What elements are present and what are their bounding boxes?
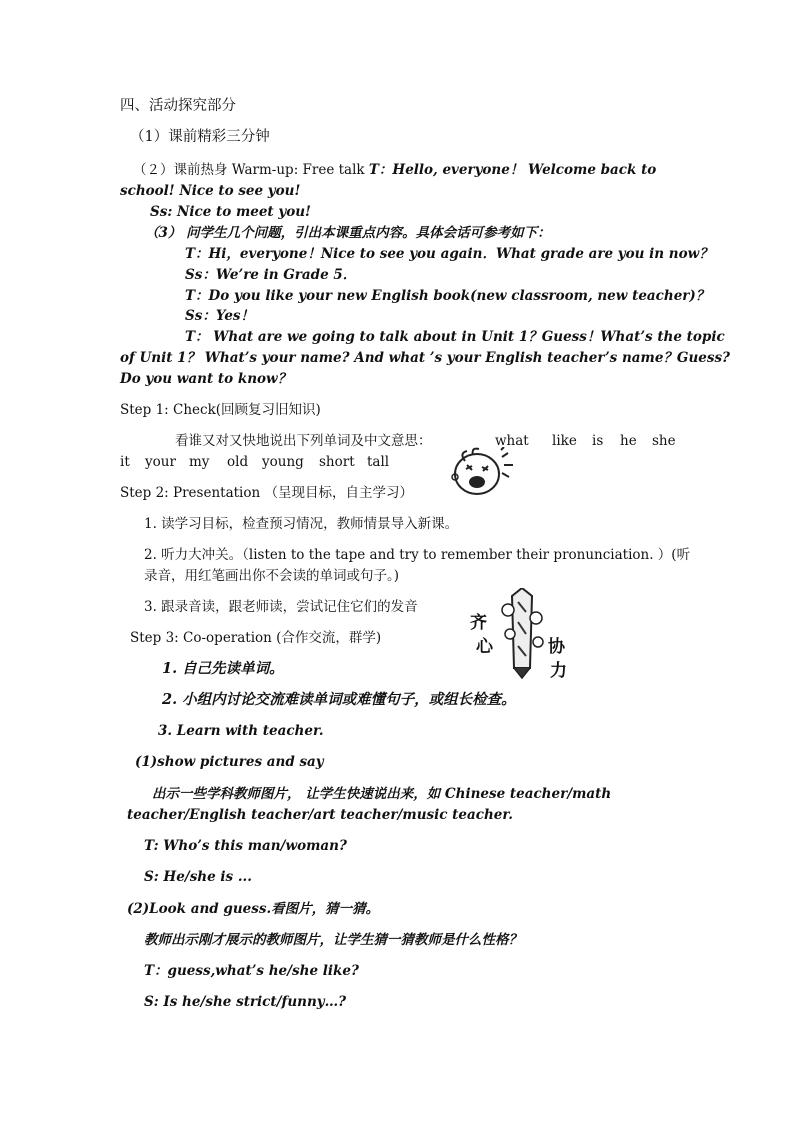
logo-text-xie: 协 [548, 637, 565, 657]
item-3: （3） 问学生几个问题，引出本课重点内容。具体会话可参考如下： [145, 225, 551, 241]
logo-text-li: 力 [550, 661, 567, 681]
ss-reply: Ss: Nice to meet you! [150, 204, 311, 220]
word: like [552, 433, 577, 449]
word: what [495, 433, 529, 449]
word: she [652, 433, 676, 449]
step2-p3: 3. 跟录音读，跟老师读，尝试记住它们的发音 [144, 599, 418, 615]
item-2-text-a: T：Hello, everyone！ Welcome back to [368, 162, 657, 178]
word: my [189, 454, 210, 470]
word: is [592, 433, 604, 449]
item-2-line1 [133, 161, 674, 179]
dialog-line: Ss：Yes！ [185, 308, 255, 324]
step3-p1: 1. 自己先读单词。 [162, 660, 284, 677]
section-title: 四、活动探究部分 [120, 98, 236, 114]
step3-s1-t: T: Who’s this man/woman? [144, 838, 347, 854]
step1-instruction: 看谁又对又快地说出下列单词及中文意思： [175, 433, 432, 449]
step2-p2a: 2. 听力大冲关。（listen to the tape and try to remember their pronunciation. ）(听 [144, 547, 691, 563]
step3-p3: 3. Learn with teacher. [158, 723, 324, 739]
step2-title: Step 2: Presentation （呈现目标，自主学习） [120, 485, 413, 501]
step3-s2-s: S: Is he/she strict/funny…? [144, 994, 347, 1010]
word: your [145, 454, 176, 470]
word: tall [367, 454, 390, 470]
word: young [262, 454, 304, 470]
word: short [319, 454, 355, 470]
item-2-line2: school! Nice to see you! [120, 183, 301, 199]
step2-p2b: 录音，用红笔画出你不会读的单词或句子。) [144, 568, 400, 584]
step3-p2: 2. 小组内讨论交流难读单词或难懂句子，或组长检查。 [162, 691, 516, 708]
step2-p1: 1. 读学习目标，检查预习情况，教师情景导入新课。 [144, 516, 459, 532]
logo-text-xin: 心 [476, 637, 493, 657]
word: it [120, 454, 130, 470]
cartoon-face-picture [445, 447, 521, 497]
logo-text-qi: 齐 [470, 613, 487, 633]
teamwork-pencil-picture [468, 588, 576, 680]
item-2-prefix: （２）课前热身 Warm-up: Free talk [133, 162, 369, 178]
step3-s1-s: S: He/she is ... [144, 869, 252, 885]
step3-s2-title: (2)Look and guess.看图片，猜一猜。 [127, 901, 380, 917]
dialog-line: Do you want to know？ [120, 371, 292, 387]
word: he [620, 433, 637, 449]
dialog-line: T：Hi，everyone！Nice to see you again．What grade are you in now？ [185, 246, 713, 262]
word: old [227, 454, 249, 470]
step3-s1-line-b: teacher/English teacher/art teacher/music teacher. [127, 807, 513, 823]
step3-s1-line-a: 出示一些学科教师图片， 让学生快速说出来，如 Chinese teacher/math [152, 786, 612, 802]
dialog-line: T： What are we going to talk about in Unit 1？Guess！What’s the topic [185, 329, 725, 345]
step1-title: Step 1: Check(回顾复习旧知识) [120, 402, 321, 418]
dialog-line: of Unit 1？ What’s your name? And what ’s your English teacher’s name？Guess? [120, 350, 730, 366]
step3-s2-t: T：guess,what’s he/she like? [144, 963, 359, 979]
step3-s2-line: 教师出示刚才展示的教师图片，让学生猜一猜教师是什么性格？ [144, 932, 522, 948]
step3-title: Step 3: Co-operation (合作交流，群学) [130, 630, 382, 646]
dialog-line: Ss：We’re in Grade 5． [185, 267, 357, 283]
step3-s1-title: (1)show pictures and say [135, 754, 324, 770]
dialog-line: T：Do you like your new English book(new classroom, new teacher)？ [185, 288, 710, 304]
item-1: （1）课前精彩三分钟 [130, 129, 270, 145]
